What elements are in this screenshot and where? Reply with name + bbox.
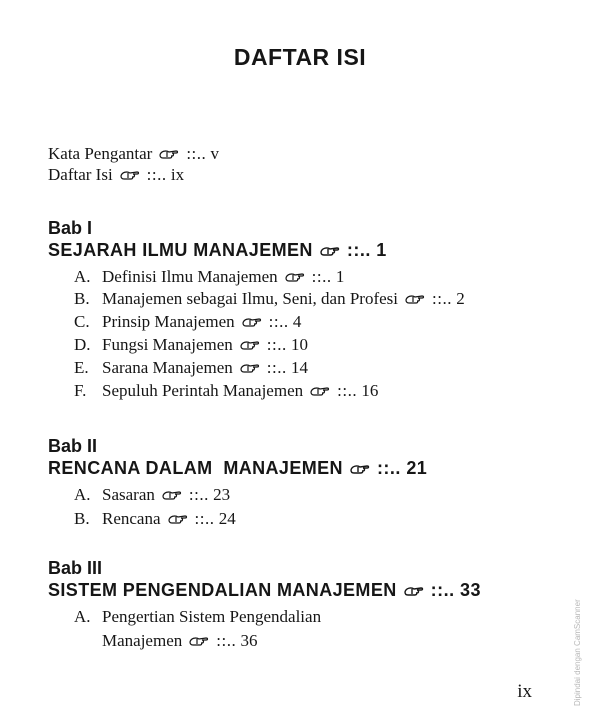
leader-dots: ::..: [146, 165, 167, 184]
entry-label: Kata Pengantar: [48, 144, 153, 163]
item-label: Sarana Manajemen: [102, 358, 233, 377]
entry-page: ix: [170, 165, 185, 184]
toc-item: [74, 509, 236, 529]
leader-dots: ::..: [346, 240, 371, 260]
item-letter: F.: [74, 381, 87, 400]
page-number: ix: [517, 681, 532, 702]
leader-dots: ::..: [266, 358, 287, 377]
toc-item: [74, 267, 344, 287]
item-page: 1: [335, 267, 345, 286]
pointing-hand-icon: [161, 489, 187, 501]
pointing-hand-icon: [284, 271, 310, 283]
item-label: Prinsip Manajemen: [102, 312, 235, 331]
toc-item: [74, 485, 230, 505]
item-page: 2: [456, 289, 465, 308]
item-page: 4: [292, 312, 302, 331]
leader-dots: ::..: [216, 631, 237, 650]
chapter-title-row: [48, 580, 481, 601]
item-page: 10: [291, 335, 308, 354]
chapter-number: Bab I: [48, 218, 93, 238]
chapter-number: Bab III: [48, 558, 103, 578]
pointing-hand-icon: [403, 585, 429, 597]
pointing-hand-icon: [404, 293, 430, 305]
page-title: DAFTAR ISI: [233, 44, 367, 70]
item-letter: B.: [74, 509, 90, 528]
chapter-title: SISTEM PENGENDALIAN MANAJEMEN: [48, 580, 397, 600]
entry-page: v: [210, 144, 220, 163]
leader-dots: ::..: [430, 580, 455, 600]
pointing-hand-icon: [188, 635, 214, 647]
item-page: 36: [240, 631, 258, 650]
toc-item: [74, 312, 301, 332]
pointing-hand-icon: [167, 513, 193, 525]
item-letter: C.: [74, 312, 90, 331]
chapter-page: 21: [406, 458, 428, 478]
pointing-hand-icon: [158, 148, 184, 160]
pointing-hand-icon: [309, 385, 335, 397]
item-letter: B.: [74, 289, 90, 308]
scanner-watermark: [573, 594, 587, 706]
scanner-watermark-text: Dipindai dengan CamScanner: [573, 599, 582, 706]
toc-item: [74, 607, 321, 627]
chapter-page: 33: [460, 580, 481, 600]
leader-dots: ::..: [337, 381, 358, 400]
toc-entry-kata-pengantar: [48, 144, 219, 164]
entry-label: Daftar Isi: [48, 165, 113, 184]
leader-dots: ::..: [186, 144, 207, 163]
chapter-title: SEJARAH ILMU MANAJEMEN: [48, 240, 313, 260]
chapter-title: RENCANA DALAM MANAJEMEN: [48, 458, 343, 478]
toc-item: [74, 358, 308, 378]
item-label: Pengertian Sistem Pengendalian: [102, 607, 322, 626]
item-page: 14: [290, 358, 308, 377]
leader-dots: ::..: [268, 312, 289, 331]
toc-item: [74, 289, 465, 309]
item-label: Sepuluh Perintah Manajemen: [102, 381, 304, 400]
item-letter: D.: [74, 335, 91, 354]
toc-item: [74, 335, 308, 355]
chapter-title-row: [48, 240, 387, 261]
toc-item-continuation: [102, 631, 257, 651]
item-letter: A.: [74, 485, 91, 504]
leader-dots: ::..: [194, 509, 215, 528]
item-label: Manajemen sebagai Ilmu, Seni, dan Profesi: [102, 289, 399, 308]
pointing-hand-icon: [239, 339, 265, 351]
pointing-hand-icon: [119, 169, 145, 181]
toc-entry-daftar-isi: [48, 165, 184, 185]
leader-dots: ::..: [311, 267, 332, 286]
item-label: Fungsi Manajemen: [102, 335, 233, 354]
item-label: Sasaran: [102, 485, 155, 504]
pointing-hand-icon: [241, 316, 267, 328]
pointing-hand-icon: [349, 463, 375, 475]
item-letter: A.: [74, 607, 91, 626]
pointing-hand-icon: [239, 362, 265, 374]
chapter-page: 1: [376, 240, 387, 260]
item-label: Rencana: [102, 509, 161, 528]
toc-item: [74, 381, 378, 401]
leader-dots: ::..: [188, 485, 209, 504]
leader-dots: ::..: [266, 335, 287, 354]
item-letter: E.: [74, 358, 89, 377]
leader-dots: ::..: [432, 289, 452, 308]
item-label: Definisi Ilmu Manajemen: [102, 267, 278, 286]
pointing-hand-icon: [319, 245, 345, 257]
item-page: 23: [213, 485, 231, 504]
leader-dots: ::..: [376, 458, 401, 478]
chapter-number: Bab II: [48, 436, 98, 456]
item-letter: A.: [74, 267, 91, 286]
item-page: 16: [361, 381, 379, 400]
chapter-title-row: [48, 458, 427, 479]
item-page: 24: [218, 509, 236, 528]
item-label-continued: Manajemen: [102, 631, 183, 650]
